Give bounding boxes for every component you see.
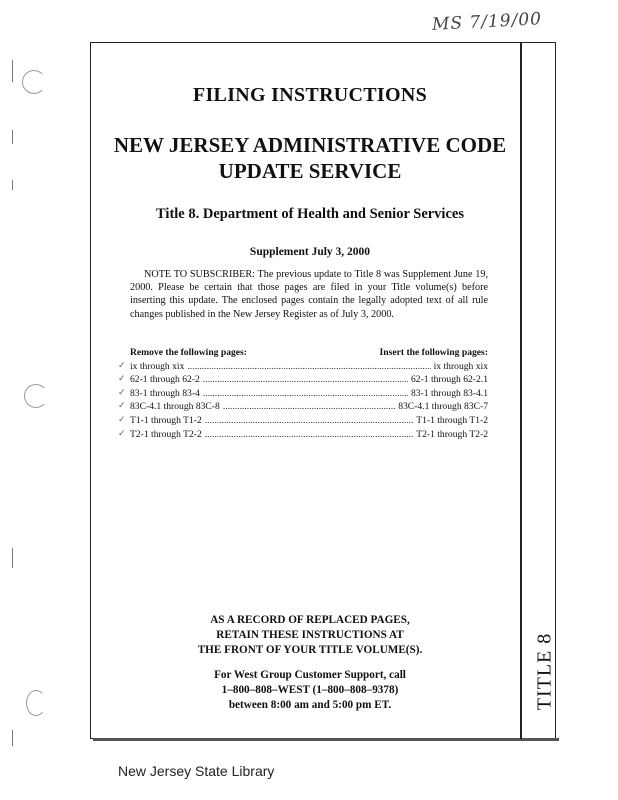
insert-pages: T2-1 through T2-2 (416, 428, 488, 440)
service-heading (110, 132, 510, 184)
insert-pages: 62-1 through 62-2.1 (410, 374, 488, 386)
scan-edge-mark (12, 130, 13, 144)
hole-punch-mark (26, 690, 46, 716)
leader-dots (203, 387, 408, 401)
remove-pages: T2-1 through T2-2 (130, 428, 202, 440)
checkmark-icon: ✓ (118, 428, 126, 439)
checkmark-icon: ✓ (118, 387, 126, 398)
hole-punch-mark (24, 384, 48, 408)
remove-pages: 62-1 through 62-2 (130, 374, 200, 386)
leader-dots (187, 360, 430, 374)
scan-edge-mark (12, 60, 13, 82)
leader-dots (205, 414, 413, 428)
pages-table-header (130, 346, 488, 360)
record-line3: THE FRONT OF YOUR TITLE VOLUME(S). (197, 644, 423, 656)
insert-pages: T1-1 through T1-2 (416, 414, 488, 426)
title-section-heading: Title 8. Department of Health and Senior Services (156, 206, 464, 222)
table-row (118, 387, 488, 401)
checkmark-icon: ✓ (118, 360, 126, 371)
title-tab-label: TITLE 8 (533, 632, 556, 711)
insert-column-header: Insert the following pages: (379, 347, 488, 358)
checkmark-icon: ✓ (118, 374, 126, 385)
scan-edge-mark (12, 548, 13, 568)
page-frame-shadow (93, 738, 559, 741)
record-instructions (110, 613, 510, 658)
insert-pages: 83-1 through 83-4.1 (410, 387, 488, 399)
table-row (118, 360, 488, 374)
insert-pages: 83C-4.1 through 83C-7 (398, 401, 488, 413)
leader-dots (223, 400, 395, 414)
pages-table (118, 346, 488, 441)
record-line1: AS A RECORD OF REPLACED PAGES, (210, 614, 410, 626)
customer-support-info (110, 668, 510, 713)
checkmark-icon: ✓ (118, 401, 126, 412)
table-row (118, 428, 488, 442)
insert-pages: ix through xix (433, 360, 488, 372)
library-stamp: New Jersey State Library (118, 763, 275, 779)
service-heading-line1: NEW JERSEY ADMINISTRATIVE CODE (113, 133, 507, 157)
table-row (118, 414, 488, 428)
remove-column-header: Remove the following pages: (130, 347, 247, 358)
record-line2: RETAIN THESE INSTRUCTIONS AT (216, 629, 404, 641)
leader-dots (205, 428, 413, 442)
handwritten-initials-date: MS 7/19/00 (431, 9, 543, 35)
service-heading-line2: UPDATE SERVICE (218, 159, 402, 183)
support-line1: For West Group Customer Support, call (214, 669, 406, 681)
supplement-date: Supplement July 3, 2000 (249, 246, 371, 258)
remove-pages: ix through xix (130, 360, 185, 372)
remove-pages: 83-1 through 83-4 (130, 387, 200, 399)
hole-punch-mark (22, 70, 46, 94)
scan-edge-mark (12, 180, 13, 190)
remove-pages: 83C-4.1 through 83C-8 (130, 401, 220, 413)
subscriber-note: NOTE TO SUBSCRIBER: The previous update to Title 8 was Supplement June 19, 2000. Please be certain that those pages are filed in your Title volume(s) before inserting this update. The enclosed pages contain the legally adopted text of all rule changes published in the New Jersey Register as of July 3, 2000. (130, 269, 488, 320)
table-row (118, 373, 488, 387)
checkmark-icon: ✓ (118, 414, 126, 425)
tab-divider (520, 42, 522, 739)
table-row (118, 400, 488, 414)
support-phone: 1–800–808–WEST (1–800–808–9378) (221, 684, 399, 696)
page-title: FILING INSTRUCTIONS (192, 84, 428, 106)
scan-edge-mark (12, 730, 13, 746)
leader-dots (203, 373, 408, 387)
remove-pages: T1-1 through T1-2 (130, 414, 202, 426)
support-hours: between 8:00 am and 5:00 pm ET. (228, 699, 392, 711)
